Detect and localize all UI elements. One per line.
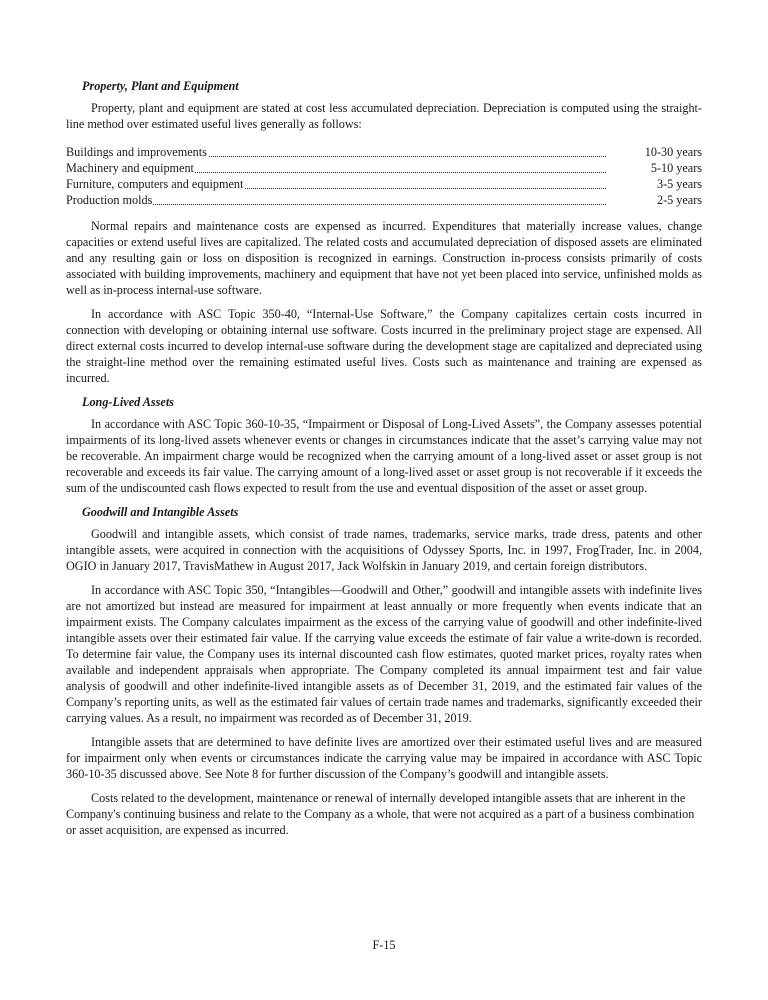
paragraph: In accordance with ASC Topic 350-40, “Internal-Use Software,” the Company capitalizes certain costs incurred in connection with developing or obtaining internal use software. Costs incurred in the preliminary project stage are expensed. All direct external costs incurred to develop internal-use software during the development stage are capitalized and depreciated using the straight-line method over the remaining estimated useful lives. Costs such as maintenance and training are expensed as incurred. bbox=[66, 307, 702, 385]
asset-category: Production molds bbox=[66, 193, 153, 207]
section-heading: Long-Lived Assets bbox=[82, 395, 174, 409]
paragraph: Costs related to the development, maintenance or renewal of internally developed intangible assets that are inherent in the Company's continuing business and relate to the Company as a whole, that were not acquired as a part of a business combination or asset acquisition, are expensed as incurred. bbox=[66, 791, 695, 837]
paragraph: Normal repairs and maintenance costs are expensed as incurred. Expenditures that materially increase values, change capacities or extend useful lives are capitalized. The related costs and accumulated depreciation of disposed assets are eliminated and any resulting gain or loss on disposition is recognized in earnings. Construction in-process consists primarily of costs associated with building improvements, machinery and equipment that have not yet been placed into service, unfinished molds as well as in-process internal-use software. bbox=[66, 219, 702, 297]
useful-life-value: 5-10 years bbox=[650, 161, 702, 175]
paragraph: Property, plant and equipment are stated at cost less accumulated depreciation. Depreciation is computed using the straight-line method over estimated useful lives generally as follows: bbox=[66, 101, 702, 131]
section-long-lived-assets bbox=[66, 394, 702, 496]
useful-life-value: 2-5 years bbox=[656, 193, 702, 207]
page-number: F-15 bbox=[372, 938, 396, 952]
useful-life-value: 3-5 years bbox=[656, 177, 702, 191]
asset-category: Furniture, computers and equipment bbox=[66, 177, 244, 191]
table-row bbox=[66, 144, 702, 160]
section-property-plant-equipment bbox=[66, 78, 702, 386]
table-row bbox=[66, 192, 702, 208]
section-heading: Property, Plant and Equipment bbox=[82, 79, 239, 93]
paragraph: In accordance with ASC Topic 360-10-35, “Impairment or Disposal of Long-Lived Assets”, the Company assesses potential impairments of its long-lived assets whenever events or changes in circumstances indicate that the asset’s carrying value may not be recoverable. An impairment charge would be recognized when the carrying amount of a long-lived asset or asset group is not recoverable and exceeds its fair value. The carrying amount of a long-lived asset or asset group is not recoverable if it exceeds the sum of the undiscounted cash flows expected to result from the use and eventual disposition of the asset or asset group. bbox=[66, 417, 702, 495]
document-page bbox=[66, 78, 702, 846]
table-row bbox=[66, 176, 702, 192]
section-heading: Goodwill and Intangible Assets bbox=[82, 505, 239, 519]
useful-life-value: 10-30 years bbox=[644, 145, 702, 159]
section-goodwill-intangible-assets bbox=[66, 504, 702, 838]
useful-lives-table bbox=[66, 144, 702, 208]
paragraph: Goodwill and intangible assets, which consist of trade names, trademarks, service marks, trade dress, patents and other intangible assets, were acquired in connection with the acquisitions of Odyssey Sports, Inc. in 1997, FrogTrader, Inc. in 2004, OGIO in January 2017, TravisMathew in August 2017, Jack Wolfskin in January 2019, and certain foreign distributors. bbox=[66, 527, 702, 573]
asset-category: Buildings and improvements bbox=[66, 145, 207, 159]
paragraph: In accordance with ASC Topic 350, “Intangibles—Goodwill and Other,” goodwill and intangible assets with indefinite lives are not amortized but instead are measured for impairment at least annually or more frequently when events indicate that an impairment exists. The Company calculates impairment as the excess of the carrying value of goodwill and other indefinite-lived intangible assets over their estimated fair value. If the carrying value exceeds the estimate of fair value a write-down is recorded. To determine fair value, the Company uses its internal discounted cash flow estimates, quoted market prices, royalty rates when available and independent appraisals when appropriate. The Company completed its annual impairment test and fair value analysis of goodwill and other indefinite-lived intangible assets as of December 31, 2019, and the estimated fair values of the Company’s reporting units, as well as the estimated fair values of certain trade names and trademarks, significantly exceeded their carrying values. As a result, no impairment was recorded as of December 31, 2019. bbox=[66, 583, 702, 725]
asset-category: Machinery and equipment bbox=[66, 161, 194, 175]
paragraph: Intangible assets that are determined to have definite lives are amortized over their estimated useful lives and are measured for impairment only when events or circumstances indicate the carrying value may be impaired in accordance with ASC Topic 360-10-35 discussed above. See Note 8 for further discussion of the Company’s goodwill and intangible assets. bbox=[66, 735, 702, 781]
table-row bbox=[66, 160, 702, 176]
